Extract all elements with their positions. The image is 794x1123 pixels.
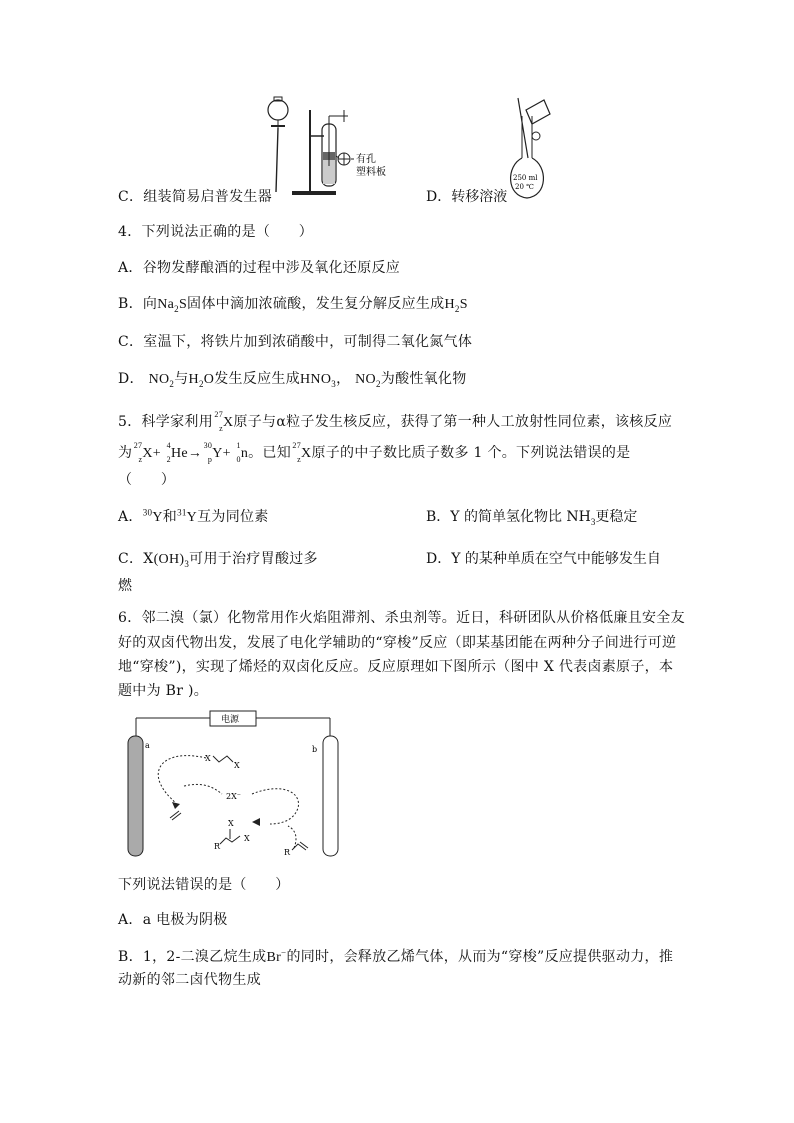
q6-line-2: 好的双卤代物出发，发展了电化学辅助的“穿梭”反应（即某基团能在两种分子间进行可逆: [118, 635, 677, 651]
r-label-2: R: [284, 848, 291, 857]
h2s-formula: $H_2S$: [444, 297, 468, 314]
h2o-formula: $H_2O$: [188, 372, 215, 389]
flask-temp: 20 ℃: [515, 183, 534, 191]
q3-option-c: C．组装简易启普发生器: [118, 189, 273, 205]
q6-option-b-cont: 动新的邻二卤代物生成: [118, 972, 261, 988]
q5-line-2: 为 27 z X+ 4 2 He→ 30 p Y+ 1 0 n。已知 27 z X原子的中子数比质子数多 1 个。下列说法错误的是: [118, 441, 631, 464]
q5-option-d: D．Y 的某种单质在空气中能够发生自: [426, 551, 661, 567]
q6-stem: 下列说法错误的是（ ）: [118, 877, 290, 893]
q6-option-b: B．1，2-二溴乙烷生成Br−的同时，会释放乙烯气体，从而为“穿梭”反应提供驱动力，推: [118, 947, 674, 965]
r-label-1: R: [214, 842, 221, 851]
q4-option-d: D． $NO_2$与$H_2O$发生反应生成$HNO_3$， $NO_2$为酸性氧化物: [118, 371, 467, 389]
electrochemical-diagram: [122, 708, 348, 860]
x-label-3: X: [228, 819, 234, 828]
q5-line-3: （ ）: [118, 472, 176, 488]
na2s-formula: $Na_2S$: [157, 297, 188, 314]
halide-ions: 2X⁻: [226, 792, 242, 801]
q6-line-4: 题中为 Br )。: [118, 683, 209, 699]
q3-option-d: D．转移溶液: [426, 189, 508, 205]
power-source-label: 电源: [221, 715, 240, 725]
q4-stem: 4．下列说法正确的是（ ）: [118, 224, 314, 240]
q5-line-1: 5．科学家利用 27 z X原子与α粒子发生核反应，获得了第一种人工放射性同位素，该核反应: [118, 410, 673, 433]
q5-option-b: B．Y 的简单氢化物比 $NH_3$更稳定: [426, 509, 638, 527]
x-label-1: X: [205, 754, 211, 763]
electrode-a-label: a: [145, 741, 150, 750]
hno3-formula: $HNO_3$: [300, 372, 337, 389]
q5-option-d-cont: 燃: [118, 578, 133, 594]
q4-option-a: A．谷物发酵酿酒的过程中涉及氧化还原反应: [118, 260, 401, 276]
plate-label-1: 有孔: [356, 154, 376, 165]
q6-line-1: 6．邻二溴（氯）化物常用作火焰阻滞剂、杀虫剂等。近日，科研团队从价格低廉且安全友: [118, 610, 685, 626]
kipp-generator-figure: [262, 96, 412, 200]
volumetric-flask-figure: [500, 96, 560, 202]
x-label-4: X: [244, 834, 250, 843]
electrode-b: [323, 736, 338, 856]
nuclide-x: 27 z: [214, 410, 224, 433]
q4-option-b: B．向$Na_2S$固体中滴加浓硫酸，发生复分解反应生成$H_2S$: [118, 296, 468, 314]
q5-option-a: A．$^{30}$Y和$^{31}$Y互为同位素: [118, 507, 269, 525]
q6-line-3: 地“穿梭”)，实现了烯烃的双卤化反应。反应原理如下图所示（图中 X 代表卤素原子，本: [118, 659, 674, 675]
electrode-b-label: b: [312, 745, 318, 754]
x-label-2: X: [234, 761, 240, 770]
q4-option-c: C．室温下，将铁片加到浓硝酸中，可制得二氧化氮气体: [118, 334, 473, 350]
no2-formula: $NO_2$: [148, 372, 175, 389]
electrode-a: [128, 736, 143, 856]
flask-volume: 250 ml: [513, 174, 538, 182]
q6-option-a: A．a 电极为阴极: [118, 912, 228, 928]
q5-option-c: C．$X(OH)_3$可用于治疗胃酸过多: [118, 551, 318, 569]
no2-formula-2: $NO_2$: [355, 372, 381, 389]
plate-label-2: 塑料板: [356, 167, 386, 178]
